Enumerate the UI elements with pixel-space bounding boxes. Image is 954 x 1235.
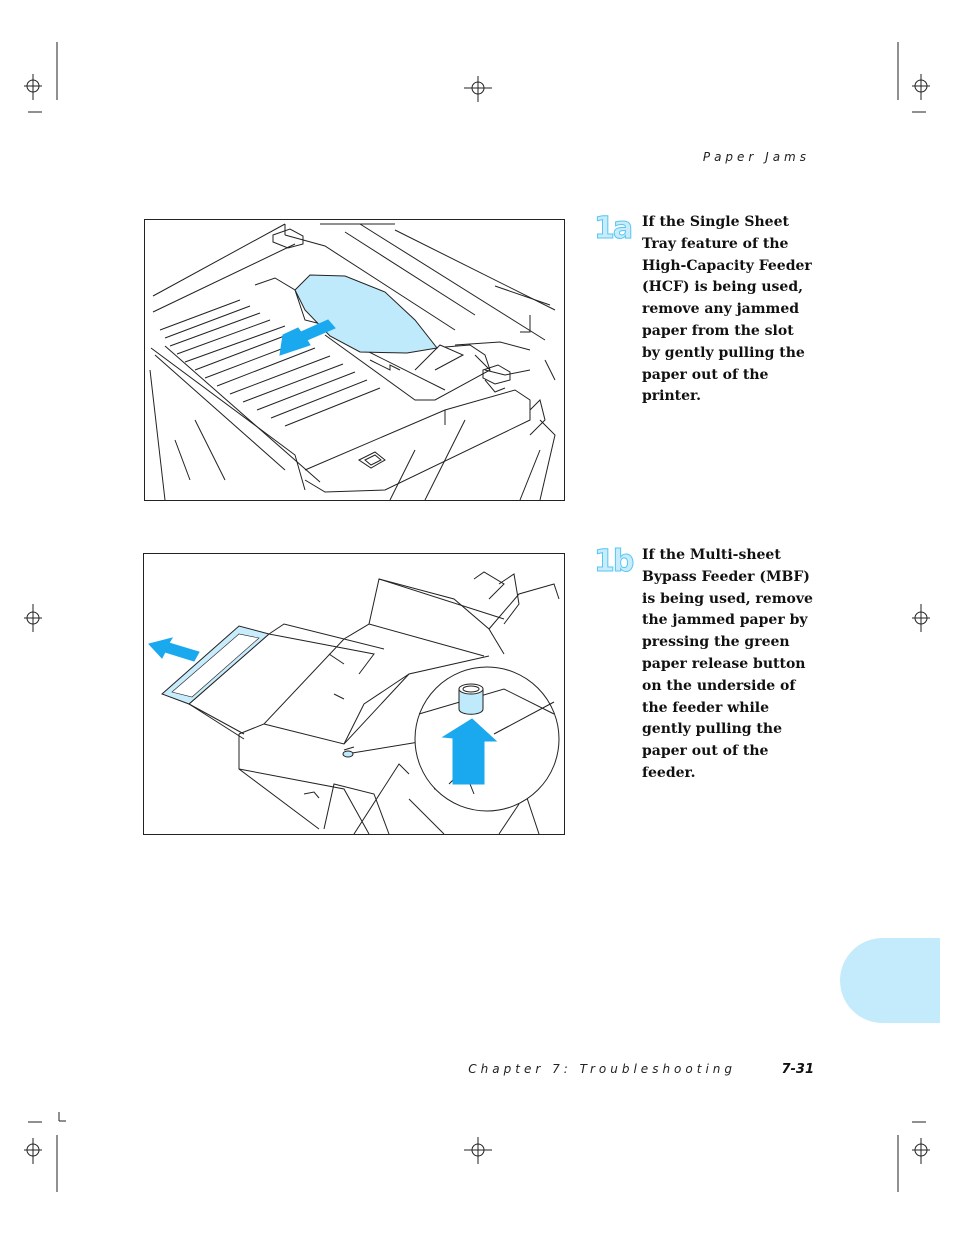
chapter-thumb-tab — [840, 938, 940, 1023]
footer-chapter: Chapter 7: Troubleshooting — [468, 1062, 736, 1076]
step-1b-text: If the Multi-sheet Bypass Feeder (MBF) is being used, remove the jammed paper by pressing the green paper release button on the underside of the feeder while gently pulling the paper out of the feeder. — [642, 547, 813, 781]
step-number-1b: 1b — [594, 544, 633, 579]
running-head: Paper Jams — [702, 150, 810, 164]
pull-direction-arrow — [149, 638, 199, 661]
figure-1a-illustration — [144, 219, 565, 501]
step-1a-text: If the Single Sheet Tray feature of the High-Capacity Feeder (HCF) is being used, remove any jammed paper from the slot by gently pulling the paper out of the printer. — [642, 214, 812, 405]
figure-1b-illustration — [143, 553, 565, 835]
mbf-feeder-drawing — [144, 554, 564, 834]
small-release-button — [343, 751, 353, 757]
page-number: 7-31 — [781, 1062, 814, 1077]
jammed-paper-sheet — [295, 275, 437, 353]
hcf-printer-drawing — [145, 220, 564, 500]
step-number-1a: 1a — [594, 211, 632, 246]
pull-direction-arrow — [280, 320, 335, 355]
